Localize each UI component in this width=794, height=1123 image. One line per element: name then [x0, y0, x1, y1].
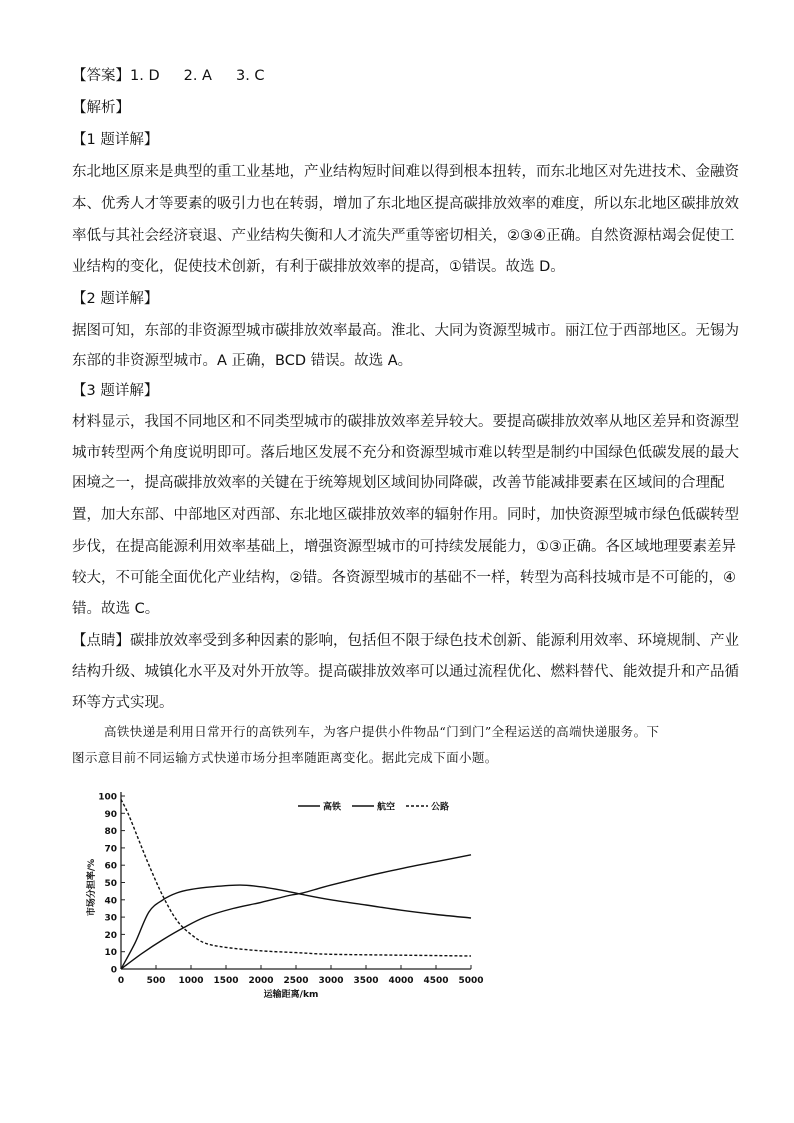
y-tick-label: 0 [110, 965, 117, 976]
tip-line-1 [72, 631, 739, 651]
tip-line: 环等方式实现。 [72, 695, 174, 711]
x-tick-label: 2500 [283, 976, 309, 986]
intro-line-2: 图示意目前不同运输方式快递市场分担率随距离变化。据此完成下面小题。 [72, 750, 498, 765]
question-intro [72, 719, 732, 771]
x-axis-title: 运输距离/km [263, 990, 319, 1000]
y-tick-label: 30 [104, 913, 117, 924]
y-tick-label: 70 [104, 844, 117, 855]
answer-item-3: 3. C [235, 68, 265, 84]
x-tick-label: 4500 [423, 976, 449, 986]
answer-item-1: 1. D [130, 68, 160, 84]
q1-line: 东北地区原来是典型的重工业基地，产业结构短时间难以得到根本扭转，而东北地区对先进技术、金融资 [72, 164, 739, 180]
intro-text-1: 高铁快递是利用日常开行的高铁列车，为客户提供小件物品“门到门”全程运送的高端快递服务。下 [104, 724, 660, 739]
q1-line: 率低与其社会经济衰退、产业结构失衡和人才流失严重等密切相关，②③④正确。自然资源枯竭会促使工 [72, 228, 735, 244]
q1-heading: 【1 题详解】 [72, 132, 159, 148]
q1-line: 业结构的变化，促使技术创新，有利于碳排放效率的提高，①错误。故选 D。 [72, 259, 565, 275]
y-tick-label: 10 [104, 948, 117, 959]
q3-line: 材料显示，我国不同地区和不同类型城市的碳排放效率差异较大。要提高碳排放效率从地区差异和资源型 [72, 414, 739, 430]
legend-label-3: 公路 [431, 802, 450, 813]
y-axis-title: 市场分担率/% [87, 858, 97, 917]
x-tick-label: 1500 [213, 976, 239, 986]
tip-line: 结构升级、城镇化水平及对外开放等。提高碳排放效率可以通过流程优化、燃料替代、能效提升和产品循 [72, 664, 739, 680]
x-tick-label: 1000 [178, 976, 204, 986]
x-tick-label: 3500 [353, 976, 379, 986]
q3-line: 城市转型两个角度说明即可。落后地区发展不充分和资源型城市难以转型是制约中国绿色低碳发展的最大 [72, 445, 739, 461]
x-tick-label: 4000 [388, 976, 414, 986]
legend-label-1: 高铁 [323, 802, 342, 813]
q3-heading: 【3 题详解】 [72, 383, 159, 399]
answer-label: 【答案】 [72, 68, 130, 84]
x-tick-label: 500 [146, 976, 166, 986]
q3-line: 错。故选 C。 [72, 601, 160, 617]
q1-line: 本、优秀人才等要素的吸引力也在转弱，增加了东北地区提高碳排放效率的难度，所以东北地区碳排放效 [72, 196, 739, 212]
series-line-1 [121, 885, 471, 969]
x-tick-label: 5000 [458, 976, 484, 986]
q2-heading: 【2 题详解】 [72, 291, 159, 307]
y-tick-label: 90 [104, 809, 117, 820]
intro-line-1 [72, 719, 732, 745]
y-tick-label: 50 [104, 879, 117, 889]
analysis-heading: 【解析】 [72, 100, 130, 116]
q2-line: 据图可知，东部的非资源型城市碳排放效率最高。淮北、大同为资源型城市。丽江位于西部地区。无锡为 [72, 323, 739, 339]
y-tick-label: 100 [98, 792, 117, 803]
x-tick-label: 3000 [318, 976, 344, 986]
x-tick-label: 2000 [248, 976, 274, 986]
tip-text: 碳排放效率受到多种因素的影响，包括但不限于绿色技术创新、能源利用效率、环境规制、产业 [130, 633, 739, 649]
legend-label-2: 航空 [377, 802, 396, 813]
q3-line: 步伐，在提高能源利用效率基础上，增强资源型城市的可持续发展能力，①③正确。各区域地理要素差异 [72, 539, 736, 555]
q3-line: 困境之一，提高碳排放效率的关键在于统筹规划区域间协同降碳，改善节能减排要素在区域间的合理配 [72, 475, 725, 491]
y-tick-label: 40 [104, 896, 117, 907]
y-tick-label: 80 [104, 827, 117, 838]
q2-line: 东部的非资源型城市。A 正确，BCD 错误。故选 A。 [72, 353, 413, 369]
tip-heading: 【点睛】 [72, 633, 130, 649]
y-tick-label: 20 [104, 930, 117, 941]
market-share-chart [68, 786, 508, 1016]
x-tick-label: 0 [117, 976, 125, 986]
answer-item-2: 2. A [183, 68, 212, 84]
answer-line [72, 66, 722, 86]
q3-line: 置，加大东部、中部地区对西部、东北地区碳排放效率的辐射作用。同时，加快资源型城市绿色低碳转型 [72, 507, 739, 523]
q3-line: 较大，不可能全面优化产业结构，②错。各资源型城市的基础不一样，转型为高科技城市是不可能的，④ [72, 570, 736, 586]
y-tick-label: 60 [104, 861, 117, 872]
